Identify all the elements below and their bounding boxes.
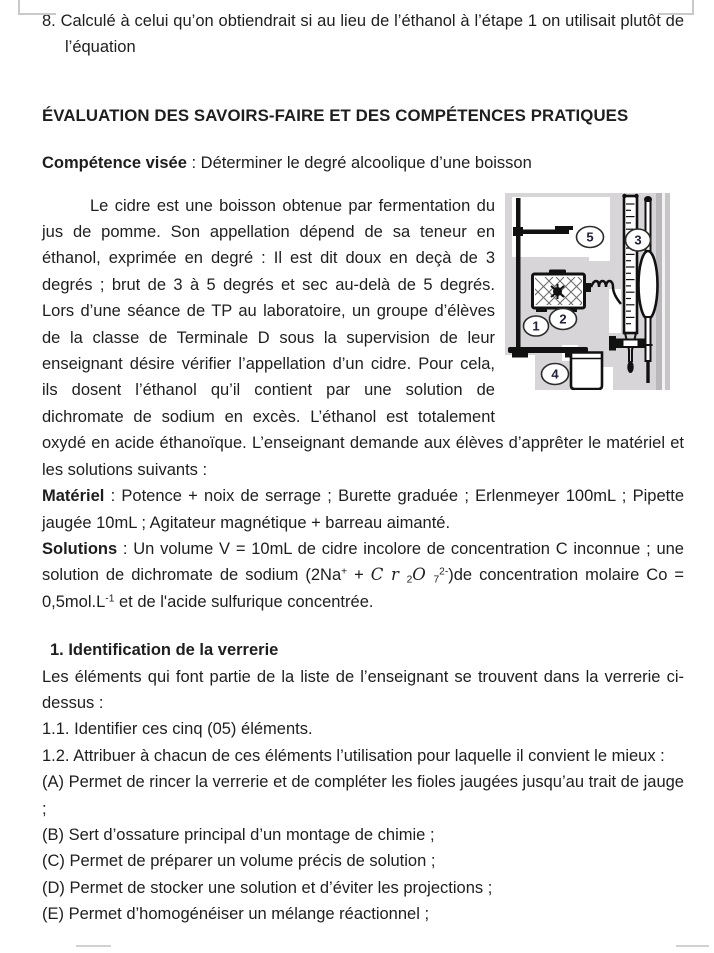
glassware-drawing <box>505 193 670 390</box>
solutions-text-1: : Un volume V = 10mL de cidre incolore de concentration C inconnue ; une solution de dichromate de sodium (2Na <box>42 539 684 585</box>
materiel-text: : Potence + noix de serrage ; Burette graduée ; Erlenmeyer 100mL ; Pipette jaugée 10mL ; Agitateur magnétique + barreau aimanté. <box>42 487 684 532</box>
crop-mark-top-right <box>658 0 694 15</box>
option-c: (C) Permet de préparer un volume précis de solution ; <box>42 852 436 871</box>
materiel-paragraph <box>42 483 684 536</box>
question-8 <box>42 8 684 61</box>
beaker-drawing <box>568 350 603 389</box>
option-e: (E) Permet d’homogénéiser un mélange réactionnel ; <box>42 905 430 924</box>
label-4-beaker: 4 <box>551 366 559 382</box>
question-8-text: Calculé à celui qu’on obtiendrait si au lieu de l’éthanol à l’étape 1 on utilisait plutôt de l’équation <box>60 12 684 57</box>
formula-sub-2: 2 <box>406 574 413 586</box>
label-3-pipette: 3 <box>634 232 642 248</box>
section1-title: 1. Identification de la verrerie <box>50 641 279 660</box>
question-1-1: 1.1. Identifier ces cinq (05) éléments. <box>42 720 313 739</box>
materiel-label: Matériel <box>42 487 105 506</box>
solutions-paragraph <box>42 536 684 615</box>
solutions-text-4: et de l'acide sulfurique concentrée. <box>114 592 374 611</box>
solutions-text-3: )de concentration molaire Co = 0,5mol.L <box>42 566 684 611</box>
section-heading: ÉVALUATION DES SAVOIRS-FAIRE ET DES COMPÉTENCES PRATIQUES <box>42 105 629 125</box>
dichromate-charge-sup: 2- <box>439 566 449 578</box>
option-b: (B) Sert d’ossature principal d’un montage de chimie ; <box>42 825 435 844</box>
mol-exponent-sup: -1 <box>105 593 115 605</box>
label-5-burette: 5 <box>586 229 594 245</box>
glassware-figure <box>505 193 670 390</box>
formula-sub-7: 7 <box>433 574 440 586</box>
question-1-2: 1.2. Attribuer à chacun de ces éléments l’utilisation pour laquelle il convient le mieux : <box>42 746 665 765</box>
label-1-stand: 1 <box>532 318 540 334</box>
competence-line <box>42 150 684 176</box>
crop-mark-top-left <box>18 0 56 15</box>
competence-label: Compétence visée <box>42 154 187 173</box>
section1-line1: Les éléments qui font partie de la liste de l’enseignant se trouvent dans la verrerie ci-dessus : <box>42 667 684 712</box>
solutions-label: Solutions <box>42 539 118 558</box>
question-8-number: 8. <box>42 12 56 30</box>
option-a: (A) Permet de rincer la verrerie et de compléter les fioles jaugées jusqu’au trait de jauge ; <box>42 773 684 818</box>
na-charge-sup: + <box>341 566 348 578</box>
solutions-plus: + <box>347 566 371 585</box>
formula-o: O <box>412 565 434 585</box>
formula-cr: C r <box>370 565 407 585</box>
competence-text: : Déterminer le degré alcoolique d’une boisson <box>186 154 532 173</box>
crop-mark-bottom-left <box>76 945 111 947</box>
crop-mark-bottom-right <box>676 945 709 947</box>
option-d: (D) Permet de stocker une solution et d’éviter les projections ; <box>42 878 493 897</box>
label-2-stirrer: 2 <box>559 311 567 327</box>
intro-text: Le cidre est une boisson obtenue par fermentation du jus de pomme. Son appellation dépend de sa teneur en éthanol, exprimée en degré : Il est dit doux en deçà de 3 degrés ; brut de 3 à 5 degrés et sec au-delà de 5 degrés. Lors d’une séance de TP au laboratoire, un groupe d’élèves de la classe de Terminale D sous la supervision de leur enseignant désire vérifier l’appellation d’un cidre. Pour cela, ils dosent l’éthanol qu’il contient par une solution de dichromate de sodium en excès. L’éthanol est totalement oxydé en acide éthanoïque. L’enseignant demande aux élèves d’apprêter le matériel et les solutions suivants : <box>42 196 684 479</box>
